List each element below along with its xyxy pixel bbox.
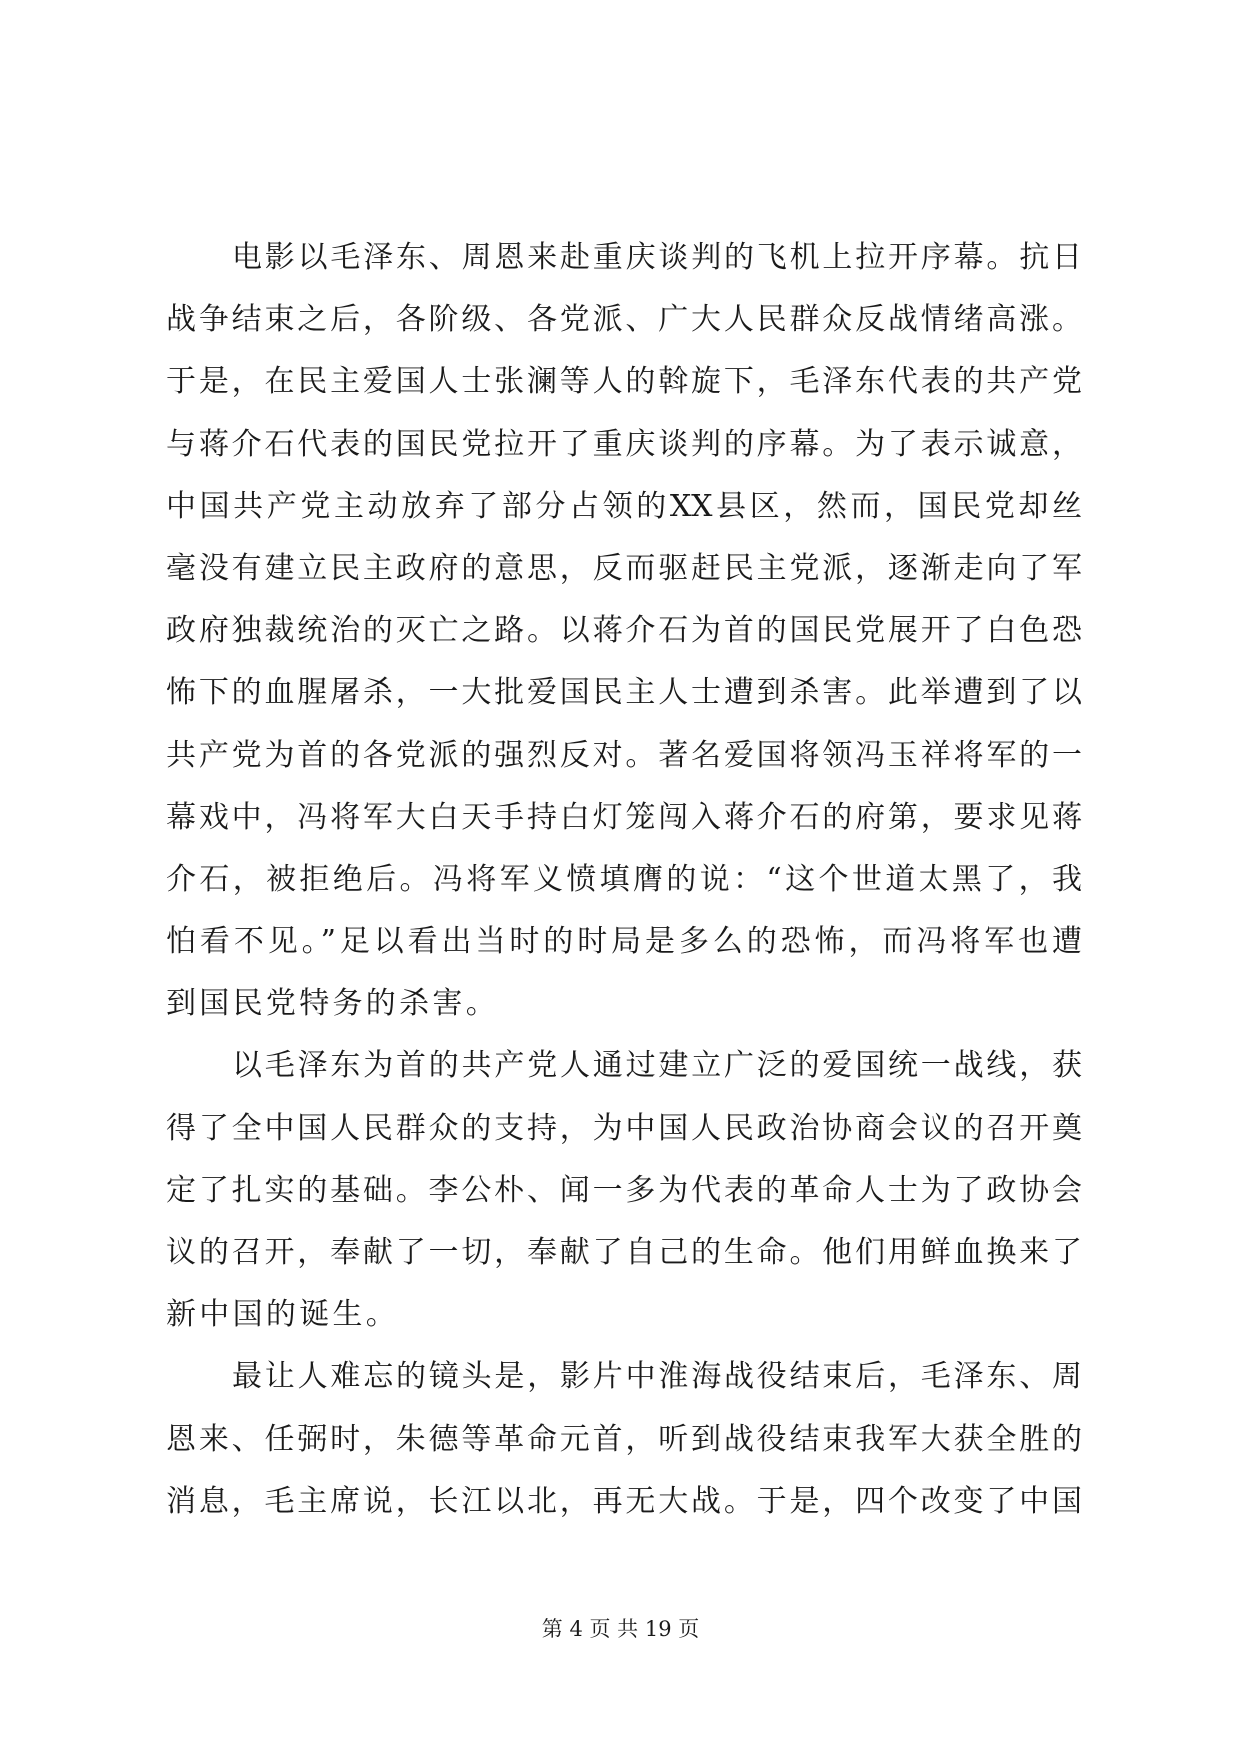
paragraph-line: 电影以毛泽东、周恩来赴重庆谈判的飞机上拉开序幕。抗日 (232, 240, 1082, 275)
paragraph-line: 到国民党特务的杀害。 (166, 986, 499, 1022)
paragraph-line: 与蒋介石代表的国民党拉开了重庆谈判的序幕。为了表示诚意， (166, 426, 1082, 462)
paragraph-2 (166, 1035, 1082, 1346)
paragraph-line: 于是，在民主爱国人士张澜等人的斡旋下，毛泽东代表的共产党 (166, 364, 1082, 400)
paragraph-line: 议的召开，奉献了一切，奉献了自己的生命。他们用鲜血换来了 (166, 1235, 1082, 1270)
document-body (166, 227, 1082, 1533)
paragraph-line: 怖下的血腥屠杀，一大批爱国民主人士遭到杀害。此举遭到了以 (166, 675, 1082, 711)
paragraph-line: 恩来、任弼时，朱德等革命元首，听到战役结束我军大获全胜的 (166, 1421, 1082, 1457)
paragraph-line: 共产党为首的各党派的强烈反对。著名爱国将领冯玉祥将军的一 (166, 737, 1082, 773)
paragraph-line: 幕戏中，冯将军大白天手持白灯笼闯入蒋介石的府第，要求见蒋 (166, 799, 1082, 835)
paragraph-line: 介石，被拒绝后。冯将军义愤填膺的说：“这个世道太黑了，我 (166, 861, 1082, 897)
paragraph-line: 得了全中国人民群众的支持，为中国人民政治协商会议的召开奠 (166, 1110, 1082, 1146)
paragraph-line: 毫没有建立民主政府的意思，反而驱赶民主党派，逐渐走向了军 (166, 550, 1082, 586)
paragraph-line: 以毛泽东为首的共产党人通过建立广泛的爱国统一战线，获 (232, 1048, 1082, 1084)
paragraph-line: 消息，毛主席说，长江以北，再无大战。于是，四个改变了中国 (166, 1483, 1082, 1519)
paragraph-line: 定了扎实的基础。李公朴、闻一多为代表的革命人士为了政协会 (166, 1172, 1082, 1208)
page-number-footer: 第 4 页 共 19 页 (541, 1617, 700, 1641)
paragraph-1 (166, 227, 1082, 1035)
paragraph-3 (166, 1346, 1082, 1533)
paragraph-line: 最让人难忘的镜头是，影片中淮海战役结束后，毛泽东、周 (232, 1359, 1082, 1395)
paragraph-line: 怕看不见。”足以看出当时的时局是多么的恐怖，而冯将军也遭 (166, 924, 1082, 960)
paragraph-line: 战争结束之后，各阶级、各党派、广大人民群众反战情绪高涨。 (166, 302, 1082, 338)
paragraph-line: 政府独裁统治的灭亡之路。以蒋介石为首的国民党展开了白色恐 (166, 613, 1082, 649)
paragraph-line: 新中国的诞生。 (166, 1297, 400, 1333)
paragraph-line: 中国共产党主动放弃了部分占领的XX县区，然而，国民党却丝 (166, 488, 1082, 524)
